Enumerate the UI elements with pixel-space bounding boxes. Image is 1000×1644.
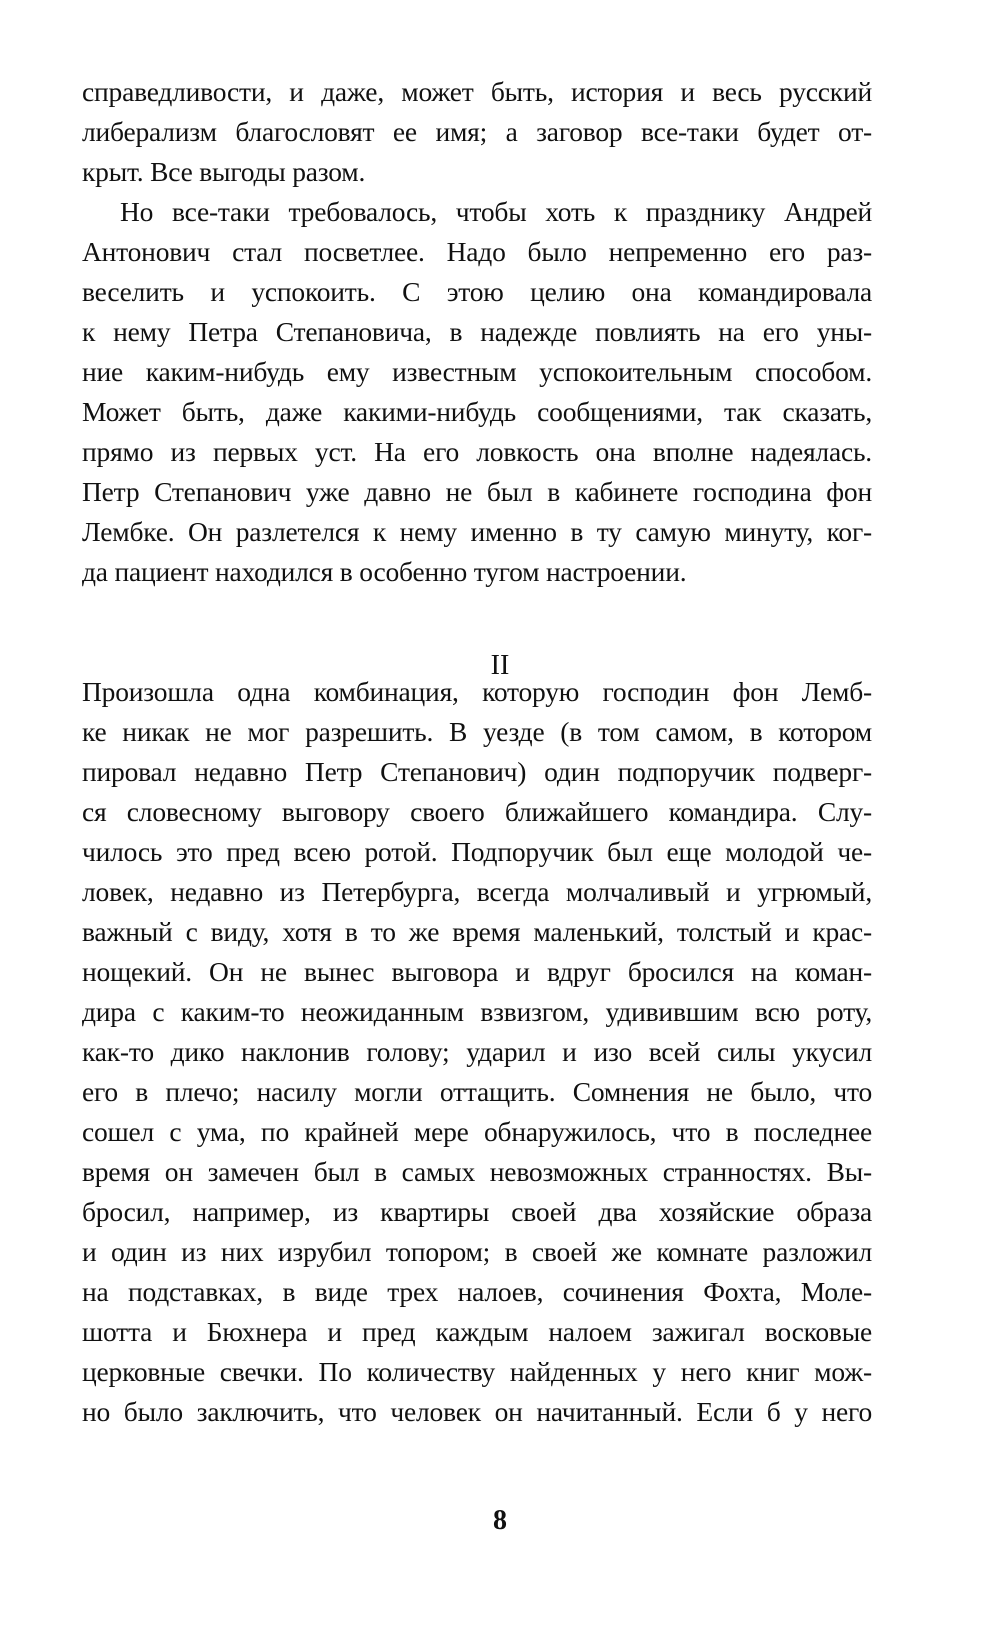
text-line: Но все-таки требовалось, чтобы хоть к празднику Андрей <box>120 196 872 227</box>
text-line: Произошла одна комбинация, которую господин фон Лемб- <box>82 676 872 707</box>
text-line: нощекий. Он не вынес выговора и вдруг бросился на коман- <box>82 956 872 987</box>
text-line: бросил, например, из квартиры своей два хозяйские образа <box>82 1196 872 1227</box>
text-line: Петр Степанович уже давно не был в кабинете господина фон <box>82 476 872 507</box>
text-line: шотта и Бюхнера и пред каждым налоем зажигал восковые <box>82 1316 872 1347</box>
section-heading: II <box>490 650 510 681</box>
text-line: либерализм благословят ее имя; а заговор все-таки будет от- <box>82 116 872 147</box>
text-line: важный с виду, хотя в то же время маленький, толстый и крас- <box>82 916 872 947</box>
text-line: ловек, недавно из Петербурга, всегда молчаливый и угрюмый, <box>82 876 872 907</box>
text-line: да пациент находился в особенно тугом настроении. <box>82 556 687 587</box>
text-line: дира с каким-то неожиданным взвизгом, удивившим всю роту, <box>82 996 872 1027</box>
text-line: ке никак не мог разрешить. В уезде (в том самом, в котором <box>82 716 872 747</box>
text-line: на подставках, в виде трех налоев, сочинения Фохта, Моле- <box>82 1276 872 1307</box>
text-line: но было заключить, что человек он начитанный. Если б у него <box>82 1396 872 1427</box>
text-line: крыт. Все выгоды разом. <box>82 156 366 187</box>
page-number: 8 <box>493 1505 507 1536</box>
text-line: к нему Петра Степановича, в надежде повлиять на его уны- <box>82 316 872 347</box>
text-line: прямо из первых уст. На его ловкость она вполне надеялась. <box>82 436 872 467</box>
text-line: и один из них изрубил топором; в своей же комнате разложил <box>82 1236 872 1267</box>
text-line: Антонович стал посветлее. Надо было непременно его раз- <box>82 236 872 267</box>
text-line: как-то дико наклонив голову; ударил и изо всей силы укусил <box>82 1036 872 1067</box>
text-line: сошел с ума, по крайней мере обнаружилось, что в последнее <box>82 1116 872 1147</box>
text-line: ние каким-нибудь ему известным успокоительным способом. <box>82 356 872 387</box>
text-line: церковные свечки. По количеству найденных у него книг мож- <box>82 1356 872 1387</box>
text-line: пировал недавно Петр Степанович) один подпоручик подверг- <box>82 756 872 787</box>
text-line: чилось это пред всею ротой. Подпоручик был еще молодой че- <box>82 836 872 867</box>
text-line: веселить и успокоить. С этою целию она командировала <box>82 276 872 307</box>
text-line: время он замечен был в самых невозможных странностях. Вы- <box>82 1156 872 1187</box>
text-line: справедливости, и даже, может быть, история и весь русский <box>82 76 872 107</box>
text-line: Лембке. Он разлетелся к нему именно в ту самую минуту, ког- <box>82 516 872 547</box>
text-line: ся словесному выговору своего ближайшего командира. Слу- <box>82 796 872 827</box>
text-line: его в плечо; насилу могли оттащить. Сомнения не было, что <box>82 1076 872 1107</box>
text-line: Может быть, даже какими-нибудь сообщениями, так сказать, <box>82 396 872 427</box>
